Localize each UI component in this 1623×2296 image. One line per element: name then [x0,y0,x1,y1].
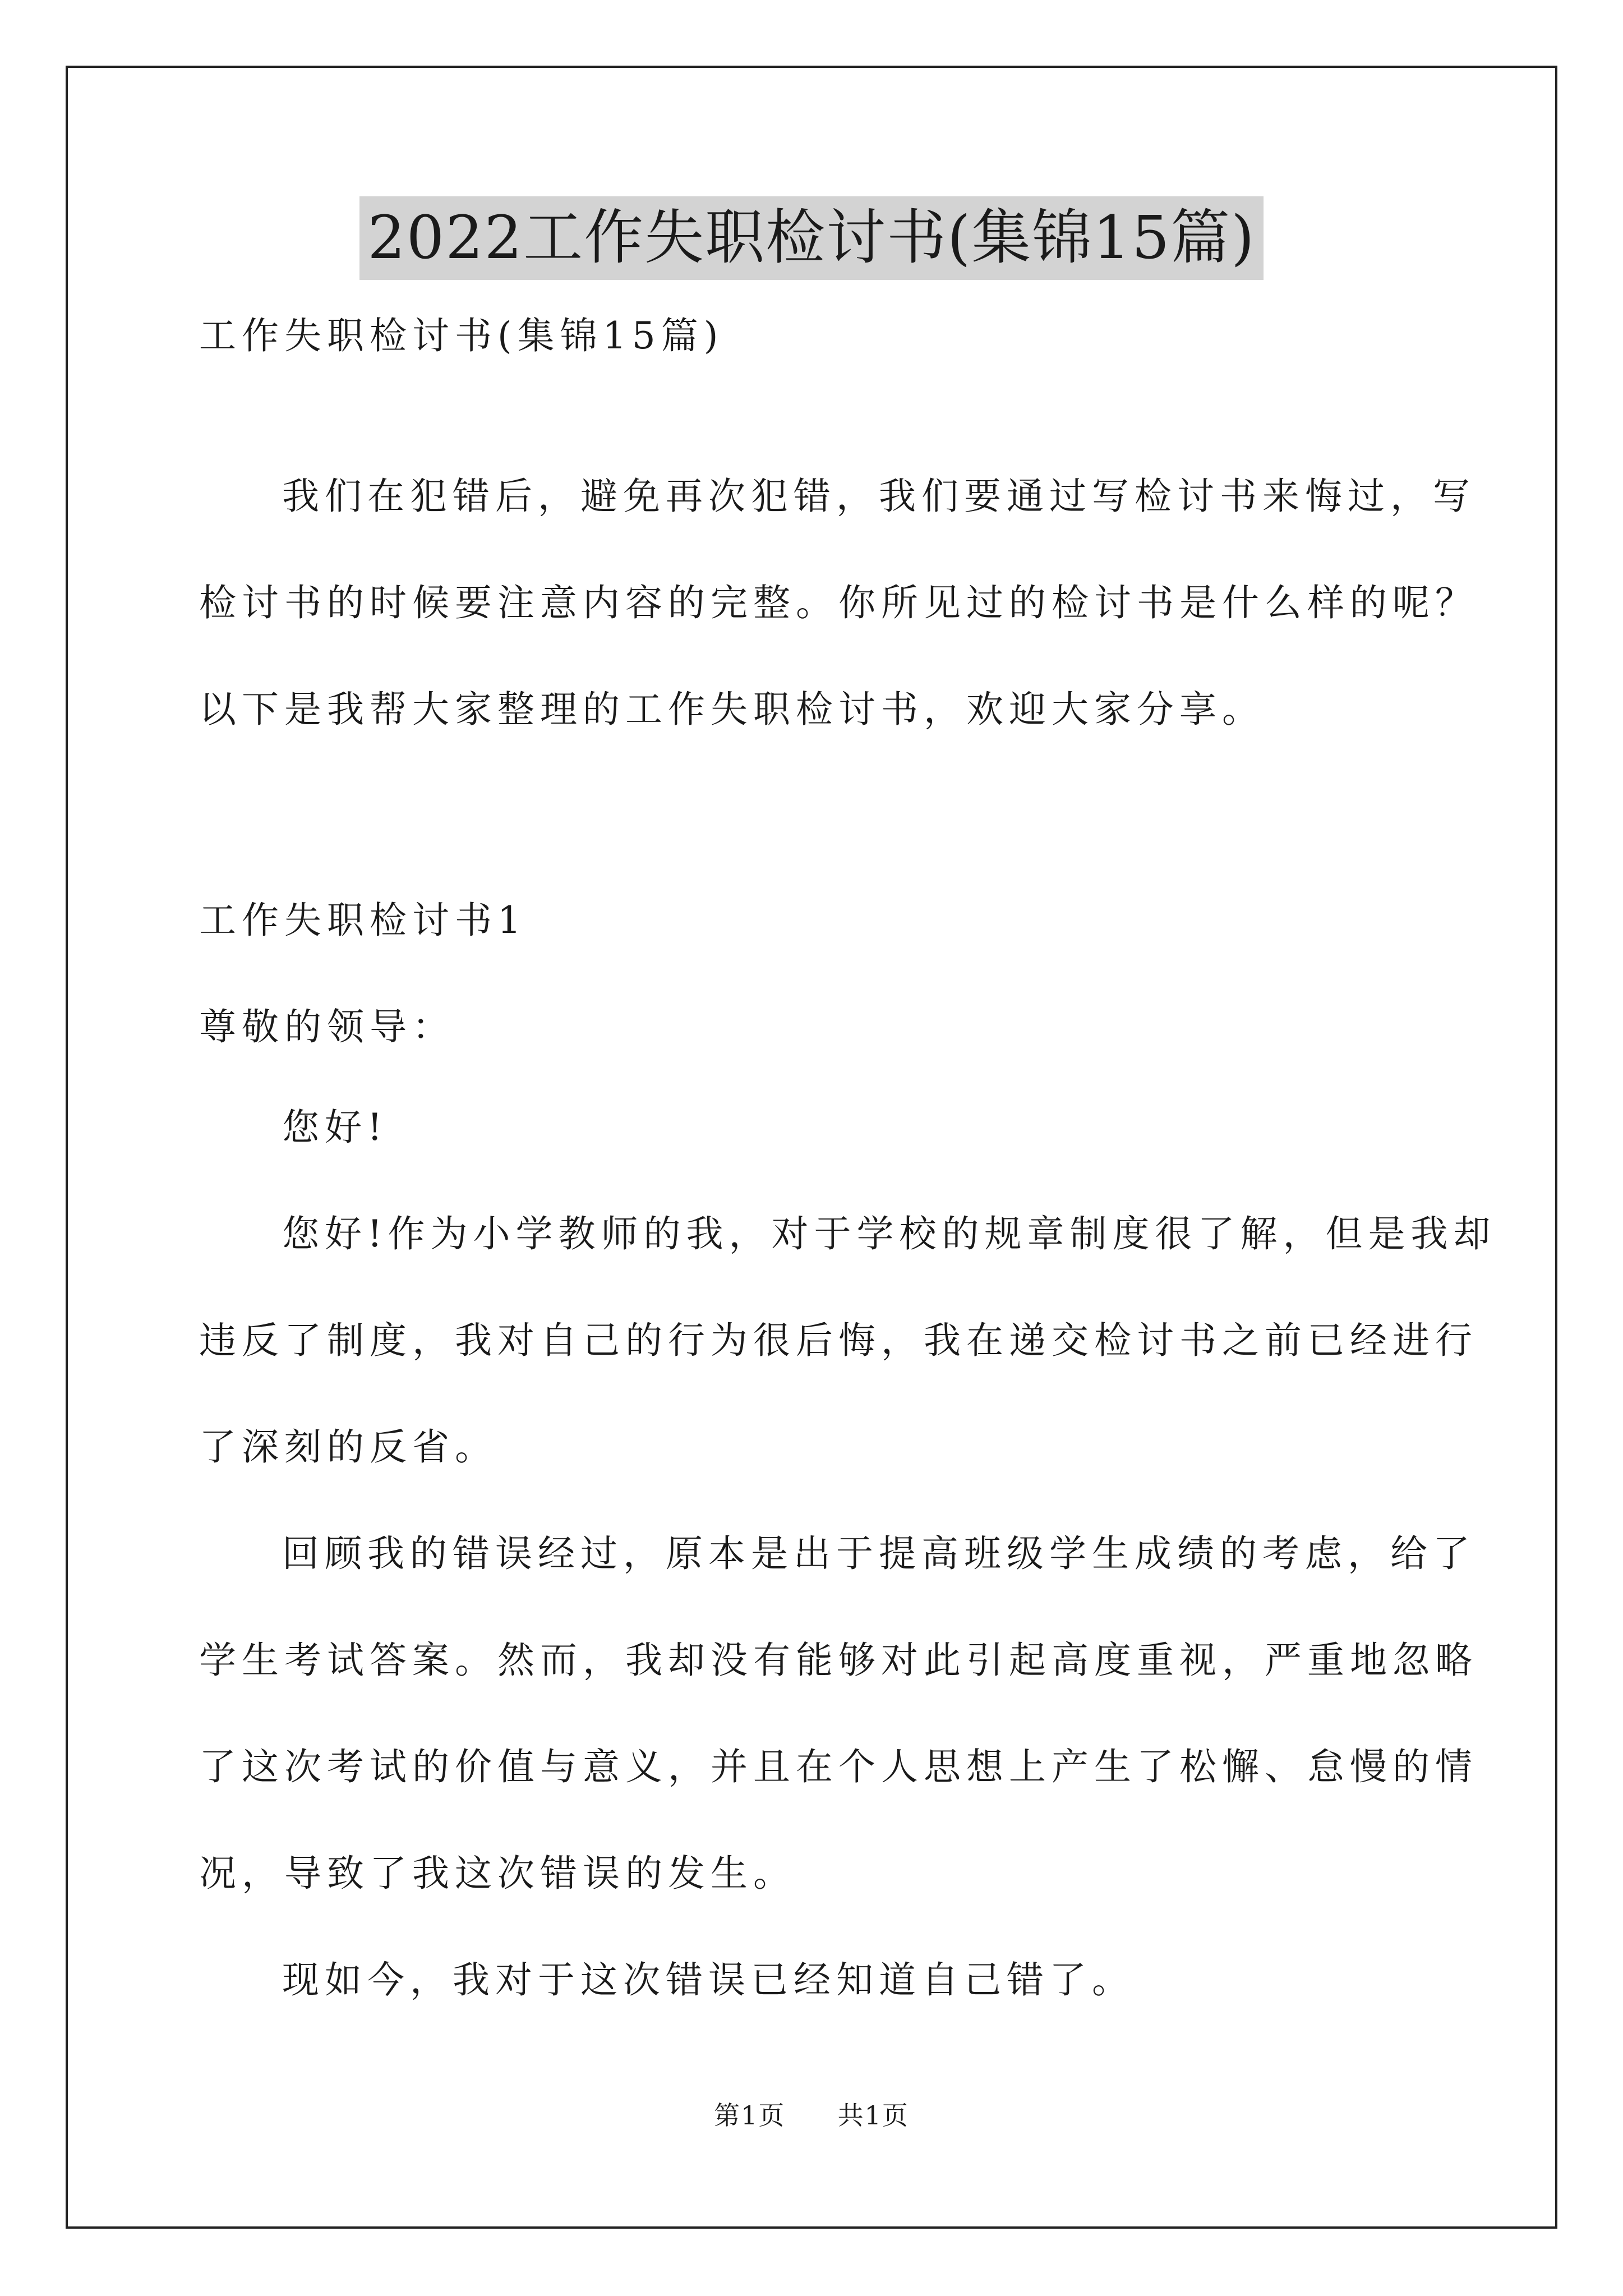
paragraph-2 [199,1501,1478,1927]
paragraph-line: 学生考试答案。然而，我却没有能够对此引起高度重视，严重地忽略 [199,1639,1478,1682]
page-footer [0,2095,1623,2132]
title-container [0,196,1623,280]
intro-line: 我们在犯错后，避免再次犯错，我们要通过写检讨书来悔过，写 [282,475,1476,518]
section-heading: 工作失职检讨书1 [199,899,527,942]
page-number-current: 第1页 [714,2100,786,2131]
paragraph-1 [199,1181,1496,1501]
greeting: 您好! [282,1106,388,1149]
paragraph-line: 您好!作为小学教师的我，对于学校的规章制度很了解，但是我却 [282,1212,1496,1255]
salutation: 尊敬的领导： [199,1005,455,1048]
paragraph-line: 了深刻的反省。 [199,1425,497,1469]
paragraph-line: 了这次考试的价值与意义，并且在个人思想上产生了松懈、怠慢的情 [199,1745,1478,1788]
intro-line: 检讨书的时候要注意内容的完整。你所见过的检讨书是什么样的呢？ [199,581,1478,624]
paragraph-line: 回顾我的错误经过，原本是出于提高班级学生成绩的考虑，给了 [282,1532,1476,1575]
paragraph-3 [199,1927,1422,2033]
paragraph-line: 违反了制度，我对自己的行为很后悔，我在递交检讨书之前已经进行 [199,1319,1478,1362]
greeting-paragraph [199,1074,1422,1181]
page-number-total: 共1页 [837,2100,909,2131]
intro-line: 以下是我帮大家整理的工作失职检讨书，欢迎大家分享。 [199,688,1265,731]
document-title: 2022工作失职检讨书(集锦15篇) [359,196,1263,280]
paragraph-line: 现如今，我对于这次错误已经知道自己错了。 [282,1958,1135,2001]
document-subtitle: 工作失职检讨书(集锦15篇) [199,314,724,357]
intro-paragraph [199,443,1478,763]
paragraph-line: 况，导致了我这次错误的发生。 [199,1852,796,1895]
